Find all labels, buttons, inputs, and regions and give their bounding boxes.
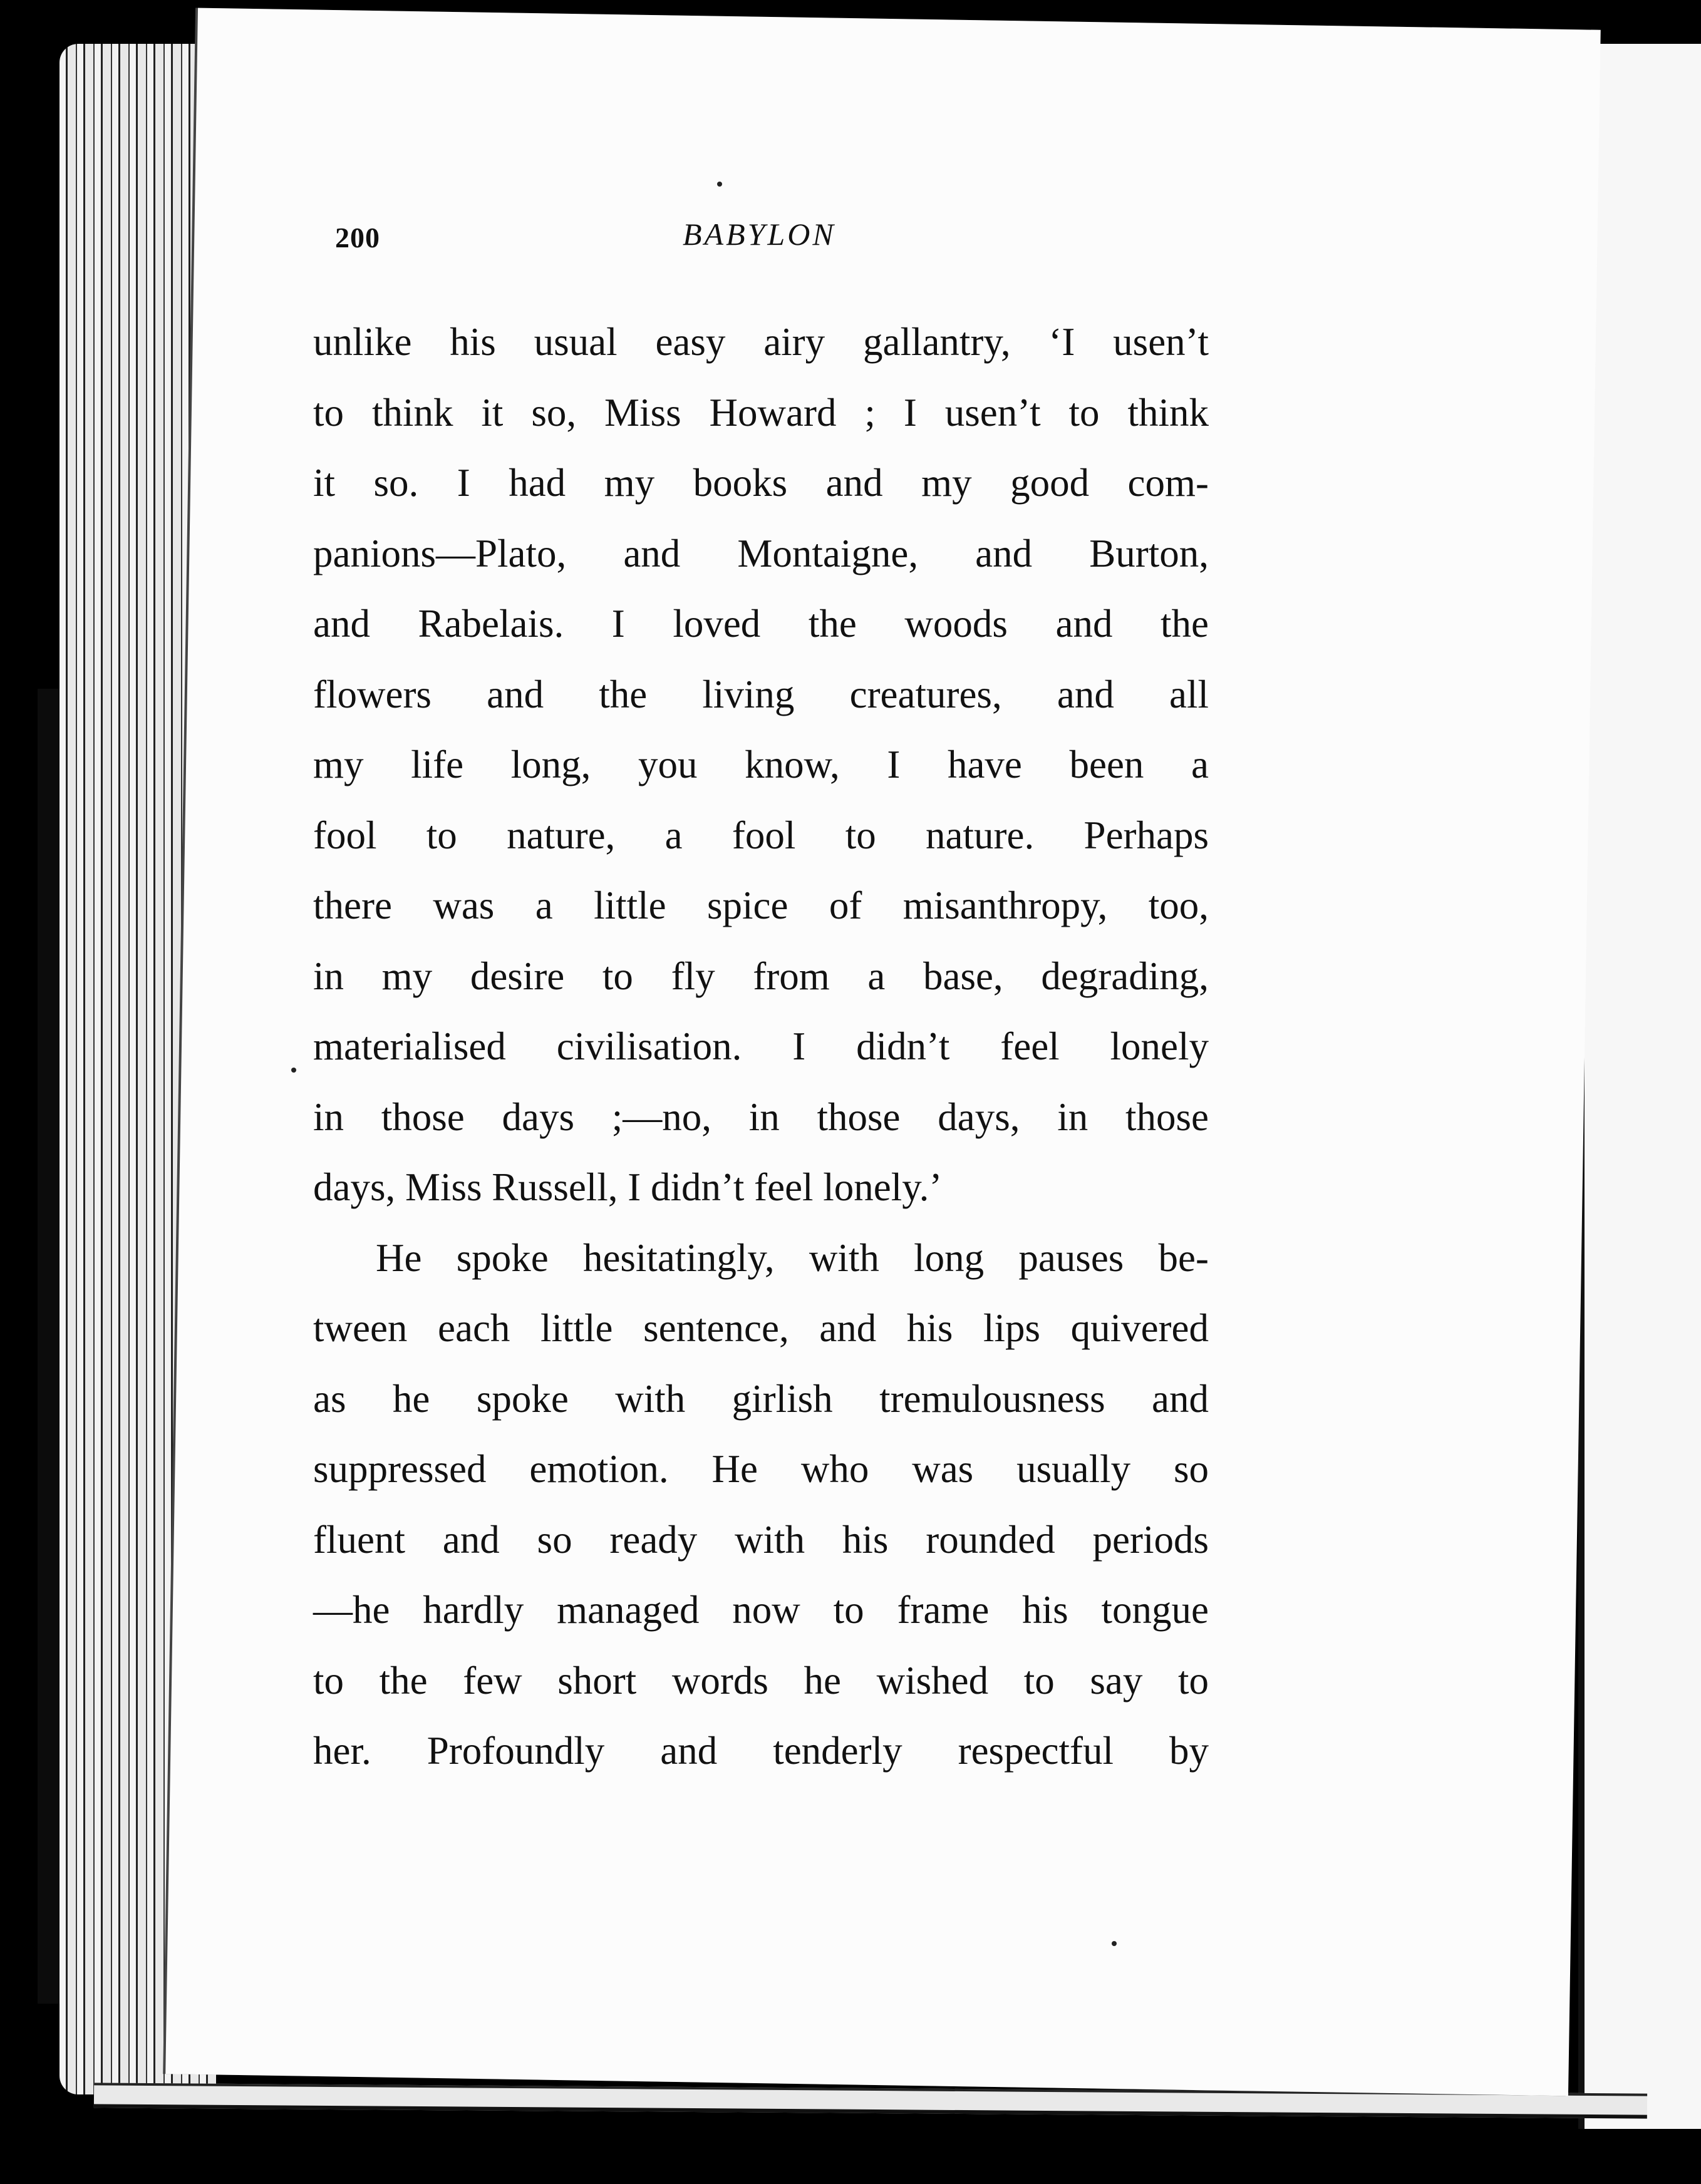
text-line: —he hardly managed now to frame his tongue (313, 1588, 1209, 1632)
text-line: in those days ;—no, in those days, in those (313, 1095, 1209, 1139)
ink-speck (1112, 1941, 1117, 1946)
page-number: 200 (335, 222, 380, 254)
text-line: her. Profoundly and tenderly respectful by (313, 1729, 1209, 1773)
text-line: my life long, you know, I have been a (313, 743, 1209, 786)
text-line: unlike his usual easy airy gallantry, ‘I usen’t (313, 320, 1209, 364)
page-header (335, 216, 1212, 266)
body-text (313, 307, 1209, 1786)
text-line: it so. I had my books and my good com- (313, 461, 1209, 505)
text-line: tween each little sentence, and his lips quivered (313, 1306, 1209, 1350)
running-head: BABYLON (683, 217, 836, 252)
text-line: to think it so, Miss Howard ; I usen’t to think (313, 390, 1209, 435)
text-line: flowers and the living creatures, and all (313, 672, 1209, 716)
text-line: as he spoke with girlish tremulousness and (313, 1376, 1209, 1421)
paragraph-start-line: He spoke hesitatingly, with long pauses be- (376, 1235, 1209, 1280)
ink-speck (291, 1068, 296, 1073)
text-line: in my desire to fly from a base, degrading, (313, 954, 1209, 998)
text-line: to the few short words he wished to say to (313, 1658, 1209, 1702)
text-line: materialised civilisation. I didn’t feel lonely (313, 1024, 1209, 1068)
text-line: suppressed emotion. He who was usually so (313, 1447, 1209, 1491)
ink-speck (717, 182, 722, 187)
text-line: days, Miss Russell, I didn’t feel lonely.’ (313, 1165, 943, 1209)
text-line: fool to nature, a fool to nature. Perhaps (313, 813, 1209, 857)
text-line: panions—Plato, and Montaigne, and Burton, (313, 531, 1209, 575)
text-line: fluent and so ready with his rounded periods (313, 1517, 1209, 1562)
text-line: and Rabelais. I loved the woods and the (313, 602, 1209, 646)
facing-page-edge (1578, 44, 1701, 2129)
text-line: there was a little spice of misanthropy, too, (313, 883, 1209, 927)
